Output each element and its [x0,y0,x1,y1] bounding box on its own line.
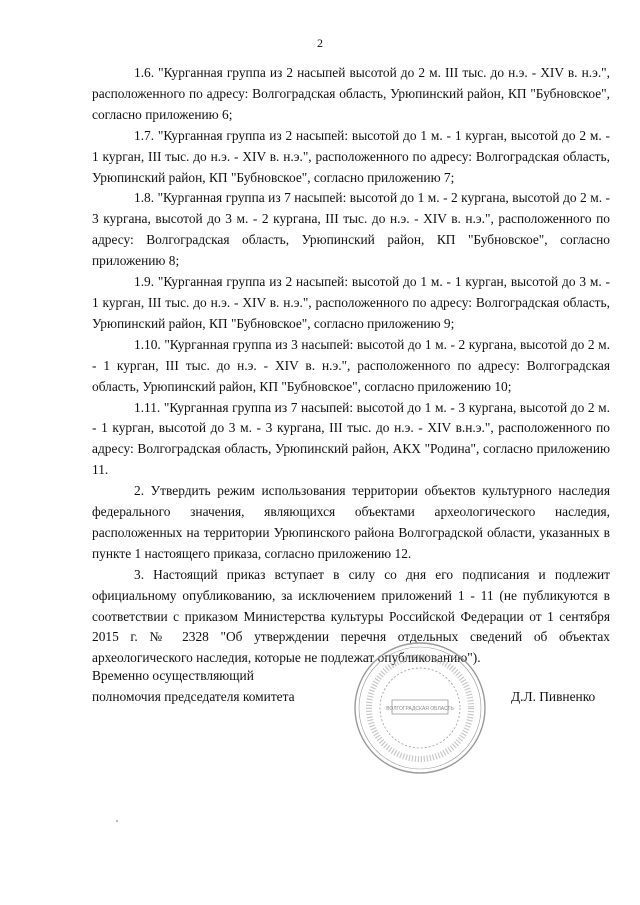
paragraph-2: 2. Утвердить режим использования территории объектов культурного наследия федерального значения, являющихся объектами археологического наследия, расположенных на территории Урюпинского района Волгоградской области, указанных в пункте 1 настоящего приказа, согласно приложению 12. [92,483,610,561]
signatory-position-line-2: полномочия председателя комитета [92,689,295,704]
paragraph-1-6: 1.6. "Курганная группа из 2 насыпей высотой до 2 м. III тыс. до н.э. - XIV в. н.э.", расположенного по адресу: Волгоградская область, Урюпинский район, КП "Бубновское", согласно приложению 6; [92,65,610,122]
paragraph-1-11: 1.11. "Курганная группа из 7 насыпей: высотой до 1 м. - 3 кургана, высотой до 2 м. - 1 курган, высотой до 3 м. - 3 кургана, III тыс. до н.э. - XIV в.н.э.", расположенного по адресу: Волгоградская область, Урюпинский район, АКХ "Родина", согласно приложению 11. [92,399,610,478]
signatory-position [92,665,295,707]
paragraph-3: 3. Настоящий приказ вступает в силу со дня его подписания и подлежит официальному опубликованию, за исключением приложений 1 - 11 (не публикуются в соответствии с приказом Министерства культуры Российской Федерации от 1 сентября 2015 г. № 2328 "Об утверждении перечня отдельных сведений об объектах археологического наследия, которые не подлежат опубликованию"). [92,566,610,666]
signatory-name: Д.Л. Пивненко [511,689,596,704]
signatory-position-line-1: Временно осуществляющий [92,668,254,683]
paragraph-1-8: 1.8. "Курганная группа из 7 насыпей: высотой до 1 м. - 2 кургана, высотой до 2 м. - 3 кургана, высотой до 3 м. - 2 кургана, III тыс. до н.э. - XIV в. н.э.", расположенного по адресу: Волгоградская область, Урюпинский район, КП "Бубновское", согласно приложению 8; [92,190,610,269]
paragraph-1-7: 1.7. "Курганная группа из 2 насыпей: высотой до 1 м. - 1 курган, высотой до 2 м. - 1 курган, III тыс. до н.э. - XIV в. н.э.", расположенного по адресу: Волгоградская область, Урюпинский район, КП "Бубновское", согласно приложению 7; [92,127,610,185]
official-seal [352,640,488,776]
paragraph-1-10: 1.10. "Курганная группа из 3 насыпей: высотой до 1 м. - 2 кургана, высотой до 2 м. - 1 курган, III тыс. до н.э. - XIV в. н.э.", расположенного по адресу: Волгоградская область, Урюпинский район, КП "Бубновское", согласно приложению 10; [92,336,610,394]
paragraph-1-9: 1.9. "Курганная группа из 2 насыпей: высотой до 1 м. - 1 курган, высотой до 3 м. - 1 курган, III тыс. до н.э. - XIV в. н.э.", расположенного по адресу: Волгоградская область, Урюпинский район, КП "Бубновское", согласно приложению 9; [92,274,610,331]
scan-speck [116,820,118,822]
document-body [92,63,610,669]
seal-center-text: ВОЛГОГРАДСКАЯ ОБЛАСТЬ [386,706,454,712]
page-number: 2 [317,36,323,50]
